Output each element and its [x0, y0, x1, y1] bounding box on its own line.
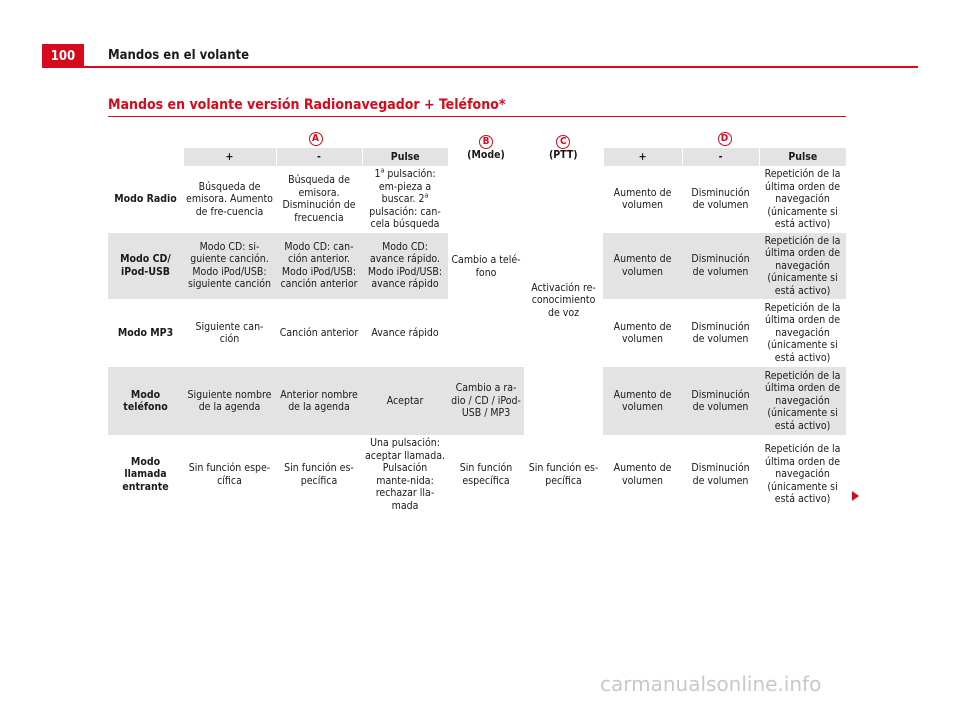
- group-d-label: D: [718, 132, 732, 146]
- pulse-sup-1: a: [380, 166, 385, 175]
- group-a-header: [183, 130, 448, 148]
- pulse-sup-2: a: [424, 191, 429, 200]
- cell-d-plus: Aumento de volumen: [613, 462, 672, 487]
- row-mode-label: Modo Radio: [114, 193, 177, 205]
- table-row: [108, 166, 846, 233]
- cell-pulse: Aceptar: [362, 367, 448, 435]
- cell-d-pulse: Repetición de la última orden de navegación (únicamente si está activo): [764, 168, 841, 230]
- cell-minus: Modo CD: can-ción anterior. Modo iPod/USB: canción anterior: [276, 233, 362, 300]
- page-header-title: Mandos en el volante: [108, 48, 250, 63]
- group-b-header: [448, 130, 524, 166]
- cell-c-merged: Activación re-conocimiento de voz: [524, 166, 603, 435]
- row-mode-label: Modo CD/ iPod-USB: [108, 233, 183, 300]
- cell-d-pulse: Repetición de la última orden de navegación (únicamente si está activo): [759, 233, 846, 300]
- cell-pulse: Modo CD: avance rápido. Modo iPod/USB: avance rápido: [362, 233, 448, 300]
- subheader-plus-d: +: [603, 148, 682, 166]
- cell-plus: Búsqueda de emisora. Aumento de fre-cuencia: [186, 180, 273, 218]
- cell-minus: Sin función es-pecífica: [284, 462, 354, 487]
- subheader-pulse-d: Pulse: [759, 148, 846, 166]
- group-a-label: A: [309, 132, 323, 146]
- cell-d-plus: Aumento de volumen: [613, 186, 672, 212]
- subheader-minus-a: -: [276, 148, 362, 166]
- cell-d-pulse: Repetición de la última orden de navegación (únicamente si está activo): [759, 367, 846, 435]
- pulse-text-1: 1: [374, 168, 381, 180]
- cell-d-plus: Aumento de volumen: [603, 367, 682, 435]
- pulse-text-3: pulsación: can-cela búsqueda: [369, 205, 441, 230]
- cell-d-pulse: Repetición de la última orden de navegación (únicamente si está activo): [764, 443, 841, 506]
- subheader-plus-a: +: [183, 148, 276, 166]
- row-mode-label: Modo MP3: [117, 326, 174, 339]
- group-b-label: B: [479, 135, 493, 149]
- page-number: 100: [42, 44, 84, 68]
- row-mode-label: Modo teléfono: [108, 367, 183, 435]
- subheader-minus-d: -: [682, 148, 759, 166]
- group-c-header: [524, 130, 603, 166]
- cell-pulse: Una pulsación: aceptar llamada. Pulsación mante-nida: rechazar lla-mada: [365, 437, 445, 512]
- subheader-pulse-a: Pulse: [362, 148, 448, 166]
- cell-d-plus: Aumento de volumen: [603, 233, 682, 300]
- cell-d-minus: Disminución de volumen: [691, 462, 750, 487]
- cell-plus: Modo CD: si-guiente canción. Modo iPod/USB: siguiente canción: [183, 233, 276, 300]
- cell-plus: Sin función espe-cífica: [188, 462, 271, 487]
- table-row: [108, 367, 846, 435]
- group-c-caption: (PTT): [548, 148, 578, 161]
- group-b-caption: (Mode): [467, 148, 505, 161]
- cell-d-minus: Disminución de volumen: [691, 186, 750, 212]
- section-title: Mandos en volante versión Radionavegador + Teléfono*: [108, 97, 506, 113]
- pulse-text-2: pulsación: em-pieza a buscar. 2: [378, 168, 436, 205]
- header-divider: [84, 66, 918, 68]
- cell-minus: Anterior nombre de la agenda: [276, 367, 362, 435]
- section-divider: [108, 116, 846, 117]
- cell-d-plus: Aumento de volumen: [613, 320, 672, 345]
- table-row: [108, 435, 846, 514]
- cell-minus: Búsqueda de emisora. Disminución de frecuencia: [282, 174, 356, 224]
- controls-table: [108, 130, 846, 514]
- continue-arrow-icon: [852, 491, 859, 501]
- cell-b: Cambio a ra-dio / CD / iPod-USB / MP3: [448, 367, 524, 435]
- watermark: carmanualsonline.info: [600, 672, 822, 696]
- cell-d-minus: Disminución de volumen: [682, 233, 759, 300]
- cell-b: Sin función específica: [459, 462, 513, 487]
- cell-minus: Canción anterior: [279, 326, 359, 339]
- cell-d-pulse: Repetición de la última orden de navegación (únicamente si está activo): [764, 301, 841, 364]
- cell-d-minus: Disminución de volumen: [691, 320, 750, 345]
- cell-c: Sin función es-pecífica: [528, 462, 599, 487]
- cell-d-minus: Disminución de volumen: [682, 367, 759, 435]
- group-d-header: [603, 130, 846, 148]
- cell-pulse: [362, 166, 448, 233]
- row-mode-label: Modo llamada entrante: [122, 455, 169, 493]
- corner-cell: [108, 130, 183, 166]
- group-c-label: C: [556, 135, 570, 149]
- cell-pulse: Avance rápido: [371, 326, 439, 339]
- cell-b-merged: Cambio a telé-fono: [448, 166, 524, 367]
- cell-plus: Siguiente nombre de la agenda: [183, 367, 276, 435]
- cell-plus: Siguiente can-ción: [195, 320, 264, 345]
